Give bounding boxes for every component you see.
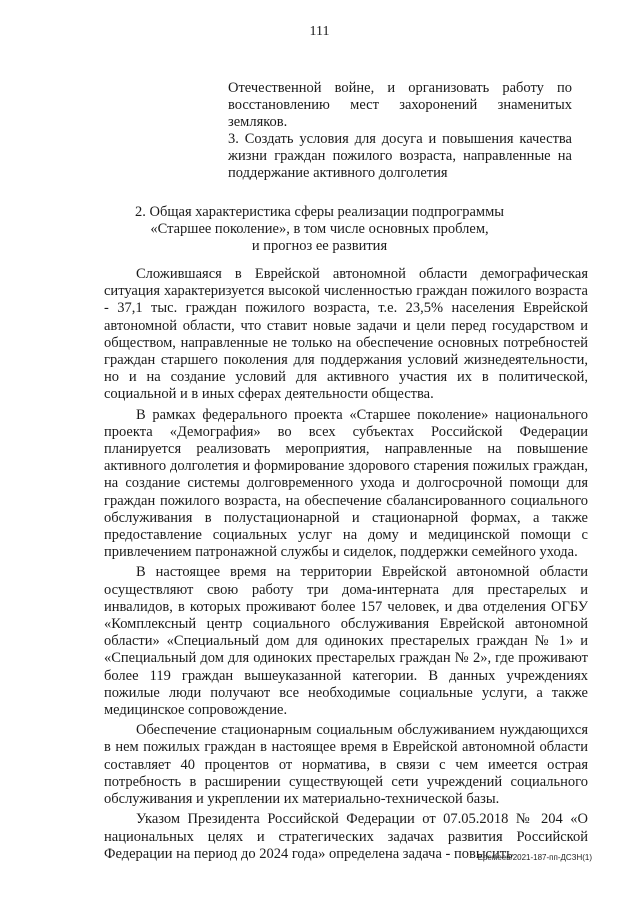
body-paragraph: Указом Президента Российской Федерации от 07.05.2018 № 204 «О национальных целях и стратегических задачах развития Российской Федерации на период до 2024 года» определена задача - повысить [104,811,588,862]
body-paragraph: В настоящее время на территории Еврейской автономной области осуществляют свою работу три дома-интерната для престарелых и инвалидов, в которых проживают более 157 человек, и два отделения ОГБУ «Комплексный центр социального обслуживания Еврейской автономной области» «Специальный дом для одиноких престарелых граждан № 1» и «Специальный дом для одиноких престарелых граждан № 2», где проживают более 119 граждан вышеуказанной категории. В данных учреждениях пожилые люди получают все необходимые социальные услуги, а также медицинское сопровождение. [104,564,588,719]
body-paragraph: Обеспечение стационарным социальным обслуживанием нуждающихся в нем пожилых граждан в настоящее время в Еврейской автономной области составляет 40 процентов от норматива, в связи с чем имеется острая потребность в расширении существующей сети учреждений социального обслуживания и укреплении их материально-технической базы. [104,722,588,808]
body-paragraph: Сложившаяся в Еврейской автономной области демографическая ситуация характеризуется высокой численностью граждан пожилого возраста - 37,1 тыс. граждан пожилого возраста, т.е. 23,5% населения Еврейской автономной области, что ставит новые задачи и цели перед государством и обществом, направленные не только на обеспечение основных потребностей граждан старшего поколения для поддержания условий жизнедеятельности, но и на создание условий для активного участия их в политической, социальной и в иных сферах деятельности общества. [104,266,588,403]
body-paragraph: В рамках федерального проекта «Старшее поколение» национального проекта «Демография» во всех субъектах Российской Федерации планируется реализовать мероприятия, направленные на повышение активного долголетия и формирование здорового старения пожилых граждан, на создание системы долговременного ухода и долгосрочной помощи для граждан пожилого возраста, на обеспечение сбалансированного социального обслуживания в полустационарной и стационарной формах, а также предоставление социальных услуг на дому и медицинской помощи с привлечением патронажной службы и сиделок, поддержки семейного ухода. [104,406,588,561]
section-heading-line: 2. Общая характеристика сферы реализации подпрограммы [135,204,504,220]
page-number: 111 [309,24,330,39]
section-heading-line: «Старшее поколение», в том числе основных проблем, [150,221,489,237]
body-text [104,266,588,866]
list-item-3: 3. Создать условия для досуга и повышения качества жизни граждан пожилого возраста, направленные на поддержание активного долголетия [228,131,572,181]
list-item-continuation: Отечественной войне, и организовать работу по восстановлению мест захоронений знаменитых земляков. [228,80,572,130]
section-heading [100,204,539,255]
footer-reference: Еремеев/2021-187-пп-ДСЗН(1) [477,853,592,862]
section-heading-line: и прогноз ее развития [251,238,388,254]
continued-list-block [228,80,572,182]
